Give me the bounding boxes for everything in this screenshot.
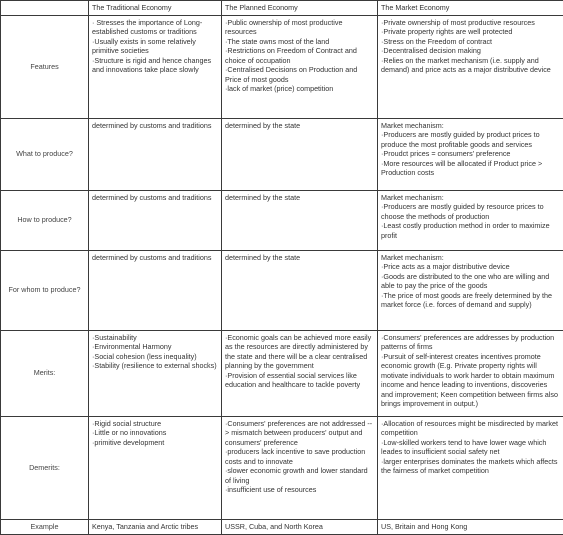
cell-planned [222,416,378,519]
cell-line: ·Price acts as a major distributive device [381,262,560,272]
cell-traditional [89,519,222,534]
header-blank [1,1,89,16]
cell-market [378,15,563,118]
cell-line: ·insufficient use of resources [225,485,374,495]
cell-planned [222,190,378,250]
cell-market [378,118,563,190]
cell-line: ·Least costly production method in order to maximize profit [381,221,560,240]
cell-line: ·Relies on the market mechanism (i.e. supply and demand) and price acts as a major distributive device [381,56,560,75]
cell-market [378,519,563,534]
cell-line: · Stresses the importance of Long-established customs or traditions [92,18,218,37]
cell-line: ·Rigid social structure [92,419,218,429]
cell-line: determined by the state [225,253,374,263]
cell-line: ·Environmental Harmony [92,342,218,352]
cell-market [378,330,563,416]
cell-line: Market mechanism: [381,193,560,203]
cell-line: ·Sustainability [92,333,218,343]
cell-traditional [89,118,222,190]
cell-planned [222,15,378,118]
cell-line: ·Producers are mostly guided by resource prices to choose the methods of production [381,202,560,221]
cell-line: ·Pursuit of self-interest creates incentives promote economic growth (E.g. Private property rights will motivate individuals to work harder to obtain maximum income and hence leading to inventions, discoveries and improvement; Keen competition between firms also brings improvement in output.) [381,352,560,409]
cell-line: Market mechanism: [381,253,560,263]
row-label: Merits: [1,330,89,416]
cell-traditional [89,330,222,416]
cell-line: ·primitive development [92,438,218,448]
cell-market [378,250,563,330]
cell-planned [222,250,378,330]
cell-line: ·larger enterprises dominates the markets which affects the fairness of market competition [381,457,560,476]
cell-planned [222,118,378,190]
cell-line: ·More resources will be allocated if Product price > Production costs [381,159,560,178]
row-label: For whom to produce? [1,250,89,330]
row-what-to-produce [1,118,563,190]
cell-line: determined by the state [225,193,374,203]
cell-line: ·Centralised Decisions on Production and Price of most goods [225,65,374,84]
cell-market [378,190,563,250]
cell-line: ·Producers are mostly guided by product prices to produce the most profitable goods and services [381,130,560,149]
row-for-whom-to-produce [1,250,563,330]
cell-line: determined by customs and traditions [92,121,218,131]
header-row [1,1,563,16]
cell-planned [222,519,378,534]
cell-planned [222,330,378,416]
cell-line: US, Britain and Hong Kong [381,522,560,532]
row-demerits [1,416,563,519]
cell-line: ·lack of market (price) competition [225,84,374,94]
cell-line: ·Consumers' preferences are addresses by production patterns of firms [381,333,560,352]
cell-line: ·Decentralised decision making [381,46,560,56]
row-label: Example [1,519,89,534]
cell-traditional [89,416,222,519]
row-label: How to produce? [1,190,89,250]
cell-line: ·Structure is rigid and hence changes and innovations take place slowly [92,56,218,75]
cell-line: ·slower economic growth and lower standard of living [225,466,374,485]
cell-line: ·Low-skilled workers tend to have lower wage which leades to insufficient social safety net [381,438,560,457]
row-example [1,519,563,534]
header-market: The Market Economy [378,1,563,16]
cell-line: determined by customs and traditions [92,253,218,263]
cell-traditional [89,190,222,250]
header-traditional: The Traditional Economy [89,1,222,16]
cell-line: ·producers lack incentive to save production costs and to innovate [225,447,374,466]
cell-line: ·The state owns most of the land [225,37,374,47]
cell-line: ·Proudct prices = consumers' preference [381,149,560,159]
cell-line: Market mechanism: [381,121,560,131]
cell-line: ·Public ownership of most productive resources [225,18,374,37]
cell-line: ·Restrictions on Freedom of Contract and choice of occupation [225,46,374,65]
cell-line: ·Economic goals can be achieved more easily as the resources are directly administered by the state and there will be a clear centralised planning by the government [225,333,374,371]
cell-line: ·The price of most goods are freely determined by the market force (i.e. forces of demand and supply) [381,291,560,310]
cell-line: ·Allocation of resources might be misdirected by market competition [381,419,560,438]
cell-traditional [89,15,222,118]
cell-line: determined by customs and traditions [92,193,218,203]
cell-line: ·Private ownership of most productive resources [381,18,560,28]
cell-line: Kenya, Tanzania and Arctic tribes [92,522,218,532]
row-merits [1,330,563,416]
row-label: Features [1,15,89,118]
cell-line: ·Provision of essential social services like education and healthcare to tackle poverty [225,371,374,390]
cell-line: ·Little or no innovations [92,428,218,438]
row-how-to-produce [1,190,563,250]
row-label: What to produce? [1,118,89,190]
row-label: Demerits: [1,416,89,519]
cell-line: ·Social cohesion (less inequality) [92,352,218,362]
cell-line: USSR, Cuba, and North Korea [225,522,374,532]
cell-line: determined by the state [225,121,374,131]
cell-traditional [89,250,222,330]
cell-line: ·Private property rights are well protected [381,27,560,37]
header-planned: The Planned Economy [222,1,378,16]
cell-line: ·Stress on the Freedom of contract [381,37,560,47]
cell-market [378,416,563,519]
cell-line: ·Usually exists in some relatively primitive societies [92,37,218,56]
cell-line: ·Stability (resilience to external shocks) [92,361,218,371]
row-features [1,15,563,118]
cell-line: ·Goods are distributed to the one who are willing and able to pay the price of the goods [381,272,560,291]
cell-line: ·Consumers' preferences are not addressed --> mismatch between producers' output and consumers' preference [225,419,374,448]
